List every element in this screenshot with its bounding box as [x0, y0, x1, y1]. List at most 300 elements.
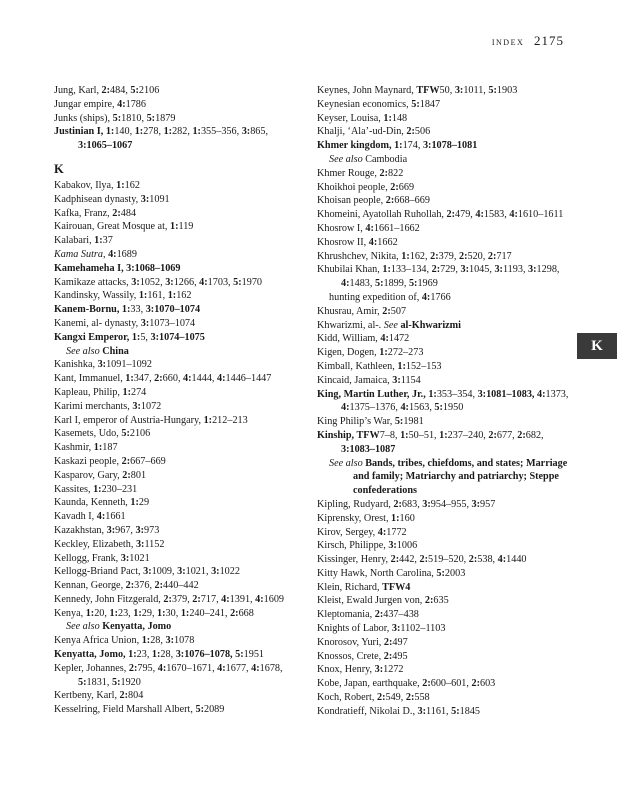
entry-text-part: Kigen, Dogen,	[317, 347, 380, 359]
entry-text-part: 865,	[250, 126, 269, 138]
entry-text-part: Khwarizmi, al-.	[317, 319, 384, 331]
index-entry	[54, 358, 294, 372]
entry-text-part: 600–601,	[430, 678, 472, 690]
index-entry	[317, 319, 569, 333]
entry-text-part: Kobe, Japan, earthquake,	[317, 678, 423, 690]
entry-text-part: Knox, Henry,	[317, 664, 375, 676]
entry-text-part: 3:	[494, 264, 503, 276]
entry-text-part: 1:	[128, 649, 137, 661]
entry-text-part: 5:	[408, 278, 418, 290]
entry-text-part: 1091–1092	[106, 359, 152, 371]
entry-text-part: 5:	[112, 112, 122, 124]
index-entry	[54, 207, 294, 221]
entry-text-part: Kennan, George,	[54, 580, 126, 592]
index-entry	[317, 429, 569, 457]
entry-text-part: 2106	[129, 428, 151, 440]
entry-text-part: Kenya Africa Union,	[54, 635, 142, 647]
index-entry	[54, 193, 294, 207]
index-entry	[54, 565, 294, 579]
entry-text-part: Cambodia	[365, 153, 408, 165]
see-also-entry	[54, 345, 294, 359]
entry-text-part: See also	[66, 345, 103, 357]
see-also-entry	[54, 620, 294, 634]
entry-text-part: 1073–1074	[149, 317, 196, 329]
entry-text-part: 957	[480, 498, 496, 510]
entry-text-part: 1951	[243, 649, 265, 661]
entry-text-part: 2:	[517, 429, 526, 441]
entry-text-part: 442,	[399, 554, 420, 566]
entry-text-part: 3:	[392, 374, 401, 386]
entry-text-part: 1786	[125, 98, 146, 110]
entry-text-part: 1981	[403, 416, 424, 428]
entry-text-part: Kepler, Johannes,	[54, 662, 129, 674]
entry-text-part: China	[102, 345, 129, 357]
entry-text-part: 2:	[419, 554, 428, 566]
entry-text-part: 2:	[192, 593, 201, 605]
entry-text-part: Kasemets, Udo,	[54, 428, 122, 440]
entry-text-part: 2:	[374, 609, 384, 621]
entry-text-part: 2:	[458, 250, 468, 262]
entry-text-part: Kiprensky, Orest,	[317, 512, 392, 524]
index-subentry	[317, 291, 569, 305]
entry-text-part: 5:	[195, 704, 204, 716]
entry-text-part: 1831,	[86, 676, 112, 688]
entry-text-part: 4:	[368, 236, 378, 248]
entry-text-part: 4:	[365, 222, 374, 234]
index-entry	[54, 579, 294, 593]
entry-text-part: 1091	[149, 193, 170, 205]
entry-text-part: 161,	[147, 290, 168, 302]
entry-text-part: 1969	[417, 278, 438, 290]
entry-text-part: hunting expedition of,	[329, 291, 422, 303]
index-entry	[54, 538, 294, 552]
entry-text-part: 1102–1103	[400, 623, 446, 635]
entry-text-part: 4:	[537, 388, 546, 400]
entry-text-part: 5:	[436, 567, 445, 579]
entry-text-part: 1678,	[259, 662, 283, 674]
entry-text-part: Khalji, ‘Ala’-ud-Din,	[317, 126, 407, 138]
index-entry	[317, 125, 569, 139]
entry-text-part: Khubilai Khan,	[317, 264, 383, 276]
entry-text-part: al-Khwarizmi	[400, 319, 462, 331]
index-entry	[54, 372, 294, 386]
entry-text-part: 23,	[136, 649, 152, 661]
entry-text-part: 1:	[93, 442, 103, 454]
entry-text-part: Kipling, Rudyard,	[317, 498, 394, 510]
entry-text-part: 355–356,	[200, 126, 242, 138]
entry-text-part: 2:	[405, 692, 415, 704]
entry-text-part: Khoisan people,	[317, 195, 386, 207]
entry-text-part: Kafka, Franz,	[54, 207, 113, 219]
entry-text-part: 5:	[488, 85, 497, 96]
entry-text-part: 174,	[402, 140, 423, 152]
entry-text-part: 353–354,	[436, 388, 478, 400]
entry-text-part: 278,	[143, 126, 164, 138]
entry-text-part: 4:	[509, 209, 518, 221]
entry-text-part: Keynesian economics,	[317, 98, 412, 110]
entry-text-part: Karl I, emperor of Austria-Hungary,	[54, 414, 204, 426]
entry-text-part: Kama Sutra	[54, 248, 103, 260]
entry-text-part: 1161,	[426, 705, 452, 717]
entry-text-part: 379,	[438, 250, 459, 262]
index-entry	[54, 303, 294, 317]
entry-text-part: 1:	[180, 607, 190, 619]
entry-text-part: 2:	[471, 678, 480, 690]
entry-text-part: 37	[102, 235, 113, 247]
index-entry	[54, 703, 294, 717]
entry-text-part: 2089	[203, 704, 225, 716]
entry-text-part: 1:	[192, 126, 201, 138]
entry-text-part: 1021,	[185, 566, 212, 578]
entry-text-part: Klein, Richard,	[317, 581, 383, 593]
entry-text-part: 140,	[114, 126, 135, 138]
index-entry	[54, 469, 294, 483]
entry-text-part: TFW	[356, 429, 380, 441]
entry-text-part: 4:	[341, 402, 350, 414]
entry-text-part: 2:	[468, 554, 478, 566]
entry-text-part: Kandinsky, Wassily,	[54, 290, 139, 302]
entry-text-part: 3:	[528, 264, 537, 276]
entry-text-part: 1472	[388, 333, 410, 345]
see-also-entry	[317, 153, 569, 167]
entry-text-part: 549,	[385, 692, 406, 704]
entry-text-part: Knorosov, Yuri,	[317, 636, 384, 648]
entry-text-part: 2:	[163, 593, 172, 605]
entry-text-part: 1677,	[225, 662, 252, 674]
entry-text-part: 1:	[131, 331, 141, 343]
entry-text-part: 2:	[122, 469, 131, 481]
entry-text-part: 4:	[400, 402, 409, 414]
index-entry	[317, 553, 569, 567]
entry-text-part: 1:	[138, 290, 148, 302]
entry-text-part: 240–241,	[189, 607, 231, 619]
entry-text-part: 7–8,	[379, 429, 401, 441]
entry-text-part: 1:	[94, 235, 103, 247]
entry-text-part: 495	[392, 650, 408, 662]
index-entry	[54, 524, 294, 538]
entry-text-part: 1:	[400, 429, 409, 441]
entry-text-part: 3:	[106, 524, 116, 536]
entry-text-part: 538,	[477, 554, 498, 566]
entry-text-part: 1391,	[229, 593, 256, 605]
entry-text-part: Kenyatta, Jomo	[102, 621, 172, 633]
entry-text-part: Knossos, Crete,	[317, 650, 384, 662]
index-entry	[317, 236, 569, 250]
entry-text-part: 187	[102, 442, 118, 454]
index-entry	[54, 248, 294, 262]
entry-text-part: Kincaid, Jamaica,	[317, 374, 393, 386]
entry-text-part: 2:	[406, 126, 415, 138]
entry-text-part: 3:	[241, 126, 251, 138]
entry-text-part: 1610–1611	[517, 209, 564, 221]
entry-text-part: 4:	[380, 333, 389, 345]
entry-text-part: 1:	[125, 373, 134, 385]
entry-text-part: Jungar empire,	[54, 98, 118, 110]
entry-text-part: 635	[433, 595, 449, 607]
entry-text-part: 119	[178, 221, 194, 233]
entry-text-part: 2:	[422, 678, 431, 690]
entry-text-part: Kenyatta, Jomo,	[54, 649, 129, 661]
entry-text-part: 50–51,	[408, 429, 440, 441]
entry-text-part: 1:	[151, 649, 161, 661]
entry-text-part: 520,	[467, 250, 488, 262]
entry-text-part: 519–520,	[428, 554, 469, 566]
index-entry	[317, 250, 569, 264]
entry-text-part: 1444,	[191, 373, 218, 385]
entry-text-part: Kaskazi people,	[54, 455, 122, 467]
entry-text-part: 272–273	[387, 347, 424, 359]
entry-text-part: 801	[130, 469, 147, 481]
entry-text-part: Khosrow II,	[317, 236, 369, 248]
entry-text-part: 1:	[121, 304, 131, 316]
entry-text-part: 1006	[396, 540, 418, 552]
entry-text-part: Kennedy, John Fitzgerald,	[54, 593, 164, 605]
entry-text-part: 3:1074–1075	[150, 331, 205, 343]
index-entry	[54, 234, 294, 248]
entry-text-part: 1661	[105, 511, 126, 523]
index-entry	[317, 208, 569, 222]
entry-text-part: Kashmir,	[54, 442, 94, 454]
entry-text-part: 29	[138, 497, 150, 509]
entry-text-part: 2:	[382, 305, 391, 317]
entry-text-part: 2:	[125, 580, 135, 592]
entry-text-part: Kabakov, Ilya,	[54, 179, 117, 191]
entry-text-part: 1:	[163, 126, 173, 138]
entry-text-part: TFW4	[382, 581, 411, 593]
index-entry	[317, 677, 569, 691]
entry-text-part: Khmer Rouge,	[317, 167, 380, 179]
index-entry	[317, 691, 569, 705]
index-entry	[317, 663, 569, 677]
entry-text-part: 1:	[170, 221, 179, 233]
entry-text-part: 3:	[211, 566, 220, 578]
section-letter-heading: K	[54, 161, 64, 176]
entry-text-part: 682,	[525, 429, 544, 441]
entry-text-part: 5:	[121, 428, 130, 440]
index-column-right	[317, 84, 569, 719]
entry-text-part: 484	[120, 207, 137, 219]
index-entry	[54, 593, 294, 607]
entry-text-part: 152–153	[405, 360, 442, 372]
entry-text-part: 1845	[459, 705, 481, 717]
entry-text-part: 1446–1447	[225, 373, 272, 385]
entry-text-part: Kanishka,	[54, 359, 98, 371]
index-entry	[317, 332, 569, 346]
entry-text-part: 795,	[137, 662, 158, 674]
entry-text-part: 1:	[383, 112, 392, 124]
entry-text-part: Kanemi, al- dynasty,	[54, 317, 141, 329]
index-entry	[54, 220, 294, 234]
entry-text-part: 1689	[116, 248, 137, 260]
entry-text-part: 5:	[434, 402, 443, 414]
entry-text-part: 1440	[506, 554, 527, 566]
entry-text-part: 4:	[497, 554, 507, 566]
index-entry	[54, 441, 294, 455]
entry-text-part: 1:	[105, 126, 115, 138]
entry-text-part: 1072	[140, 400, 162, 412]
entry-text-part: 2:	[393, 498, 402, 510]
entry-text-part: Kadphisean dynasty,	[54, 193, 141, 205]
header-word: index	[491, 36, 525, 48]
entry-text-part: Kondratieff, Nikolai D.,	[317, 705, 418, 717]
entry-text-part: 5:	[233, 276, 242, 288]
entry-text-part: Kirov, Sergey,	[317, 526, 378, 538]
entry-text-part: 1:	[203, 414, 213, 426]
entry-text-part: 133–134,	[390, 264, 432, 276]
entry-text-part: 3:	[388, 540, 397, 552]
entry-text-part: 5:	[130, 85, 139, 96]
entry-text-part: 2:	[154, 373, 163, 385]
entry-text-part: 282,	[172, 126, 193, 138]
entry-text-part: 669	[398, 181, 415, 193]
entry-text-part: Kamehameha I, 3:1068–1069	[54, 262, 181, 274]
entry-text-part: Khosrow I,	[317, 222, 366, 234]
entry-text-part: 3:	[135, 524, 144, 536]
entry-text-part: 1:	[93, 483, 102, 495]
entry-text-part: See also	[66, 621, 103, 633]
entry-text-part: See	[383, 319, 401, 331]
entry-text-part: 479,	[455, 209, 476, 221]
entry-text-part: 5:	[111, 676, 121, 688]
entry-text-part: 2:	[128, 662, 138, 674]
index-entry	[317, 622, 569, 636]
entry-text-part: 3:	[131, 276, 140, 288]
entry-text-part: 1:	[401, 250, 410, 262]
entry-text-part: 1266,	[173, 276, 200, 288]
entry-text-part: 804	[128, 690, 144, 702]
entry-text-part: 677,	[496, 429, 518, 441]
entry-text-part: 1:	[397, 360, 406, 372]
index-entry	[54, 634, 294, 648]
entry-text-part: 1152	[144, 538, 165, 550]
entry-text-part: 660,	[162, 373, 184, 385]
entry-text-part: 1703,	[207, 276, 234, 288]
entry-text-part: 1661–1662	[373, 222, 420, 234]
entry-text-part: 1879	[155, 112, 176, 124]
entry-text-part: Kleptomania,	[317, 609, 375, 621]
entry-text-part: 1920	[120, 676, 141, 688]
entry-text-part: 230–231	[101, 483, 138, 495]
entry-text-part: 2:	[383, 636, 393, 648]
entry-text-part: 1563,	[408, 402, 435, 414]
entry-text-part: Kaunda, Kenneth,	[54, 497, 131, 509]
entry-text-part: 2:	[390, 554, 400, 566]
entry-text-part: 1078	[173, 635, 195, 647]
entry-text-part: 1662	[377, 236, 398, 248]
entry-text-part: Jung, Karl,	[54, 85, 102, 96]
entry-text-part: 667–669	[130, 455, 166, 467]
entry-text-part: 1670–1671,	[166, 662, 218, 674]
entry-text-part: 437–438	[383, 609, 419, 621]
entry-text-part: 1373,	[545, 388, 569, 400]
entry-text-part: Karimi merchants,	[54, 400, 133, 412]
index-entry	[54, 607, 294, 621]
index-entry	[317, 608, 569, 622]
entry-text-part: 4:	[96, 511, 106, 523]
index-entry	[317, 415, 569, 429]
entry-text-part: 973	[144, 524, 160, 536]
entry-text-part: 3:	[97, 359, 107, 371]
index-entry	[54, 84, 294, 98]
entry-text-part: 3:	[471, 498, 481, 510]
entry-text-part: 2:	[376, 692, 386, 704]
index-entry	[54, 289, 294, 303]
entry-text-part: 162,	[409, 250, 431, 262]
entry-text-part: 3:	[132, 400, 141, 412]
entry-text-part: 967,	[115, 524, 136, 536]
index-entry	[54, 648, 294, 662]
entry-text-part: 274	[130, 386, 147, 398]
entry-text-part: Keyser, Louisa,	[317, 112, 384, 124]
entry-text-part: 1045,	[468, 264, 495, 276]
entry-text-part: 2106	[138, 85, 160, 96]
entry-text-part: 2:	[385, 195, 395, 207]
index-entry	[54, 317, 294, 331]
entry-text-part: 3:	[135, 538, 145, 550]
entry-text-part: 1609	[263, 593, 284, 605]
index-entry	[54, 483, 294, 497]
entry-text-part: 5,	[140, 331, 151, 343]
index-entry	[54, 331, 294, 345]
entry-text-part: 1:	[134, 126, 144, 138]
page-number: 2175	[534, 33, 564, 48]
entry-text-part: 3:	[165, 635, 174, 647]
entry-text-part: 2:	[230, 607, 239, 619]
index-entry	[317, 581, 569, 595]
index-entry	[317, 98, 569, 112]
entry-text-part: 4:	[217, 662, 226, 674]
entry-text-part: Keynes, John Maynard,	[317, 85, 417, 96]
index-entry	[54, 400, 294, 414]
index-entry	[54, 510, 294, 524]
entry-text-part: 3:1070–1074	[145, 304, 201, 316]
entry-text-part: 237–240,	[447, 429, 489, 441]
running-header	[492, 33, 564, 49]
entry-text-part: 4:	[221, 593, 230, 605]
index-entry	[317, 167, 569, 181]
entry-text-part: 20,	[94, 607, 110, 619]
entry-text-part: Kanem-Bornu,	[54, 304, 122, 316]
entry-text-part: Kinship,	[317, 429, 357, 441]
entry-text-part: 4:	[255, 593, 264, 605]
entry-text-part: Kertbeny, Karl,	[54, 690, 120, 702]
entry-text-part: 3:	[165, 276, 174, 288]
entry-text-part: Kleist, Ewald Jurgen von,	[317, 595, 425, 607]
entry-text-part: Kasparov, Gary,	[54, 469, 123, 481]
entry-text-part: 2:	[446, 209, 456, 221]
entry-text-part: 1022	[219, 566, 240, 578]
entry-text-part: 1:	[391, 512, 400, 524]
entry-text-part: 3:1065–1067	[78, 140, 133, 152]
entry-text-part: 2:	[154, 580, 164, 592]
entry-text-part: 3:	[422, 498, 431, 510]
entry-text-part: 668	[238, 607, 254, 619]
entry-text-part: 4:	[217, 373, 226, 385]
entry-text-part: 1298,	[536, 264, 560, 276]
entry-text-part: 212–213	[212, 414, 248, 426]
entry-text-part: 1272	[383, 664, 404, 676]
entry-text-part: 162	[176, 290, 192, 302]
entry-text-part: 1:	[133, 607, 142, 619]
entry-text-part: Kavadh I,	[54, 511, 97, 523]
entry-text-part: Kamikaze attacks,	[54, 276, 132, 288]
entry-text-part: 3:1083–1087	[341, 443, 396, 455]
index-entry	[317, 498, 569, 512]
entry-text-part: 4:	[157, 662, 167, 674]
index-entry	[317, 374, 569, 388]
entry-text-part: ,	[102, 248, 109, 260]
entry-text-part: 1899,	[383, 278, 409, 290]
